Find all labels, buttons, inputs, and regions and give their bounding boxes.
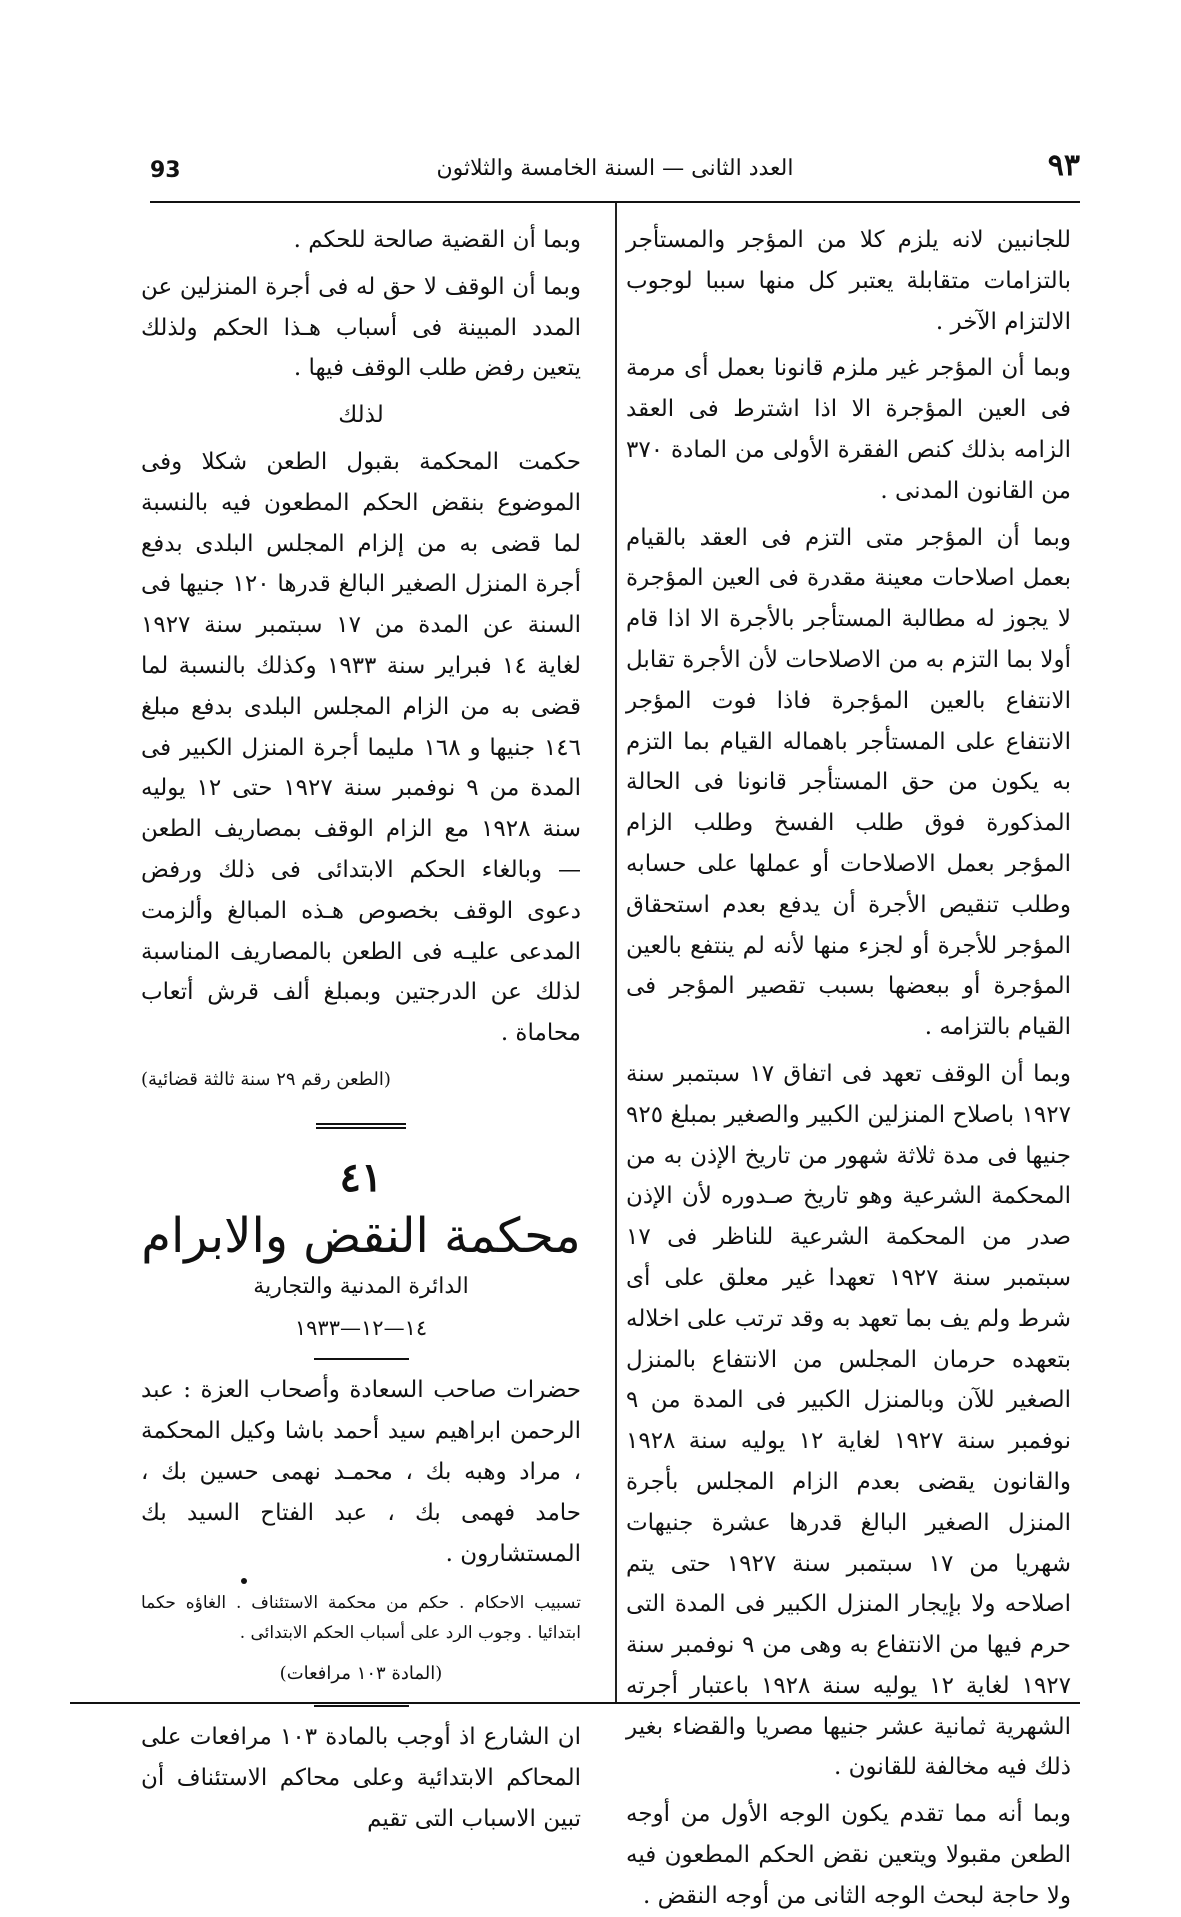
page-number-arabic: ٩٣ (1047, 148, 1080, 183)
court-name: محكمة النقض والابرام (141, 1207, 581, 1264)
right-column (626, 220, 1071, 1917)
bottom-rule (70, 1702, 1080, 1704)
judges-paragraph: حضرات صاحب السعادة وأصحاب العزة : عبد الرحمن ابراهيم سيد أحمد باشا وكيل المحكمة ، مراد وهبه بك ، محمـد نهمى حسين بك ، حامد فهمى بك ، عبد الفتاح السيد بك المستشارون . (141, 1377, 581, 1567)
paragraph: وبما أن الوقف تعهد فى اتفاق ١٧ سبتمبر سنة ١٩٢٧ باصلاح المنزلين الكبير والصغير بمبلغ ٩٢٥ جنيها فى مدة ثلاثة شهور من تاريخ الإذن به من المحكمة الشرعية وهو تاريخ صـدوره لأن الإذن صدر من المحكمة الشرعية للناظر فى ١٧ سبتمبر سنة ١٩٢٧ تعهدا غير معلق على أى شرط ولم يف بما تعهد به وقد ترتب على اخلاله بتعهده حرمان المجلس من الانتفاع بالمنزل الصغير للآن وبالمنزل الكبير فى المدة من ٩ نوفمبر سنة ١٩٢٧ لغاية ١٢ يوليه سنة ١٩٢٨ والقانون يقضى بعدم الزام المجلس بأجرة المنزل الصغير البالغ قدرها عشرة جنيهات شهريا من ١٧ سبتمبر سنة ١٩٢٧ حتى يتم اصلاحه ولا بإيجار المنزل الكبير فى المدة التى حرم فيها من الانتفاع به وهى من ٩ نوفمبر سنة ١٩٢٧ لغاية ١٢ يوليه سنة ١٩٢٨ باعتبار أجرته الشهرية ثمانية عشر جنيها مصريا والقضاء بغير ذلك فيه مخالفة للقانون . (626, 1060, 1072, 1781)
paragraph: وبما أن المؤجر غير ملزم قانونا بعمل أى مرمة فى العين المؤجرة الا اذا اشترط فى العقد الزامه بذلك كنص الفقرة الأولى من المادة ٣٧٠ من القانون المدنى . (626, 355, 1071, 504)
paragraph: وبما أنه مما تقدم يكون الوجه الأول من أوجه الطعن مقبولا ويتعين نقض الحكم المطعون فيه ولا حاجة لبحث الوجه الثانى من أوجه النقض . (626, 1801, 1071, 1909)
closing-paragraph: ان الشارع اذ أوجب بالمادة ١٠٣ مرافعات على المحاكم الابتدائية وعلى محاكم الاستئناف أن تبين الاسباب التى تقيم (141, 1724, 581, 1832)
for-these-reasons-heading: لذلك (338, 402, 384, 429)
case-number: ٤١ (339, 1153, 383, 1201)
paragraph: وبما أن المؤجر متى التزم فى العقد بالقيام بعمل اصلاحات معينة مقدرة فى العين المؤجرة لا يجوز له مطالبة المستأجر بالأجرة الا اذا قام أولا بما التزم به من الاصلاحات لأن الأجرة تقابل الانتفاع بالعين المؤجرة فاذا فوت المؤجر الانتفاع على المستأجر باهماله القيام بما التزم به يكون من حق المستأجر قانونا فى الحالة المذكورة فوق طلب الفسخ وطلب الزام المؤجر بعمل الاصلاحات أو عملها على حسابه وطلب تنقيص الأجرة أن يدفع بعدم استحقاق المؤجر للأجرة أو لجزء منها لأنه لم ينتفع بالعين المؤجرة أو ببعضها بسبب تقصير المؤجر فى القيام بالتزامه . (626, 524, 1071, 1041)
page-number-latin: 93 (150, 158, 181, 183)
court-division: الدائرة المدنية والتجارية (253, 1273, 469, 1299)
case-summary: تسبيب الاحكام . حكم من محكمة الاستئناف . الغاؤه حكما ابتدائيا . وجوب الرد على أسباب الحكم الابتدائى . (141, 1593, 581, 1644)
column-divider (615, 203, 617, 1703)
bullet-dot (241, 1578, 247, 1584)
paragraph: للجانبين لانه يلزم كلا من المؤجر والمستأجر بالتزامات متقابلة يعتبر كل منها سببا لوجوب الالتزام الآخر . (626, 227, 1071, 335)
date-separator (314, 1358, 409, 1360)
paragraph: وبما أن القضية صالحة للحكم . (293, 227, 581, 253)
ruling-paragraph: حكمت المحكمة بقبول الطعن شكلا وفى الموضوع بنقض الحكم المطعون فيه بالنسبة لما قضى به من إلزام المجلس البلدى بدفع أجرة المنزل الصغير البالغ قدرها ١٢٠ جنيها فى السنة عن المدة من ١٧ سبتمبر سنة ١٩٢٧ لغاية ١٤ فبراير سنة ١٩٣٣ وكذلك بالنسبة لما قضى به من الزام المجلس البلدى بدفع مبلغ ١٤٦ جنيها و ١٦٨ مليما أجرة المنزل الكبير فى المدة من ٩ نوفمبر سنة ١٩٢٧ حتى ١٢ يوليه سنة ١٩٢٨ مع الزام الوقف بمصاريف الطعن — وبالغاء الحكم الابتدائى فى ذلك ورفض دعوى الوقف بخصوص هـذه المبالغ وألزمت المدعى عليـه فى الطعن بالمصاريف المناسبة لذلك عن الدرجتين وبمبلغ ألف قرش أتعاب محاماة . (141, 448, 582, 1047)
paragraph: وبما أن الوقف لا حق له فى أجرة المنزلين عن المدد المبينة فى أسباب هـذا الحكم ولذلك يتعين رفض طلب الوقف فيها . (141, 273, 581, 382)
article-reference: (المادة ١٠٣ مرافعات) (279, 1663, 443, 1685)
section-separator (316, 1123, 406, 1129)
page-header (150, 148, 1080, 198)
judgment-date: ١٤—١٢—١٩٣٣ (294, 1315, 428, 1340)
issue-title: العدد الثانى — السنة الخامسة والثلاثون (436, 156, 794, 181)
left-column (141, 220, 581, 1840)
appeal-reference: (الطعن رقم ٢٩ سنة ثالثة قضائية) (141, 1068, 391, 1090)
summary-separator (314, 1705, 409, 1707)
